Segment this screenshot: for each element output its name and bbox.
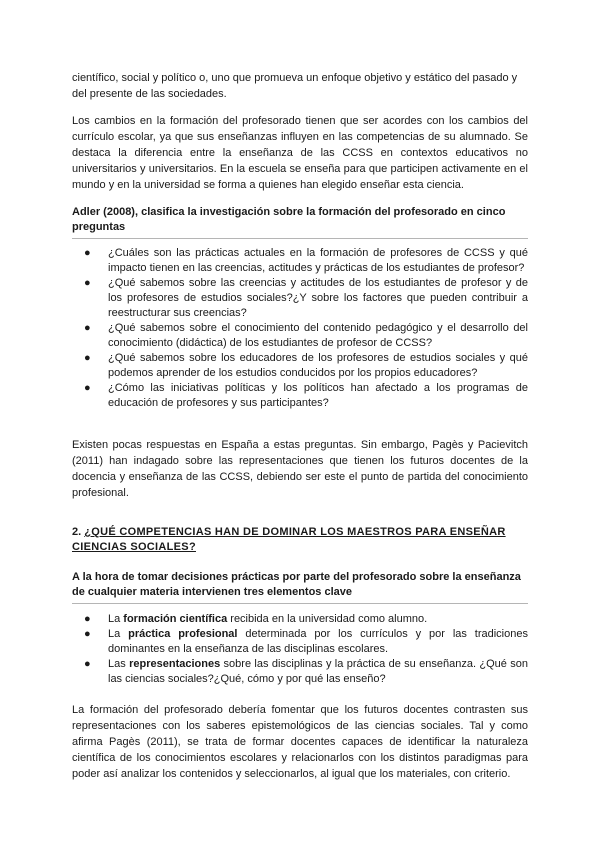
bullet-icon: ●: [84, 658, 91, 670]
bullet-icon: ●: [84, 613, 91, 625]
bullet-icon: ●: [84, 352, 91, 364]
key-elements-list: [72, 612, 528, 687]
subheading-underline-rule: [72, 603, 528, 604]
adler-closing-paragraph: Existen pocas respuestas en España a estas preguntas. Sin embargo, Pagès y Pacievitch (2011) han indagado sobre las representaciones que tienen los futuros docentes de la docencia y enseñanza de las CCSS, debiendo ser este el punto de partida del conocimiento profesional.: [72, 439, 528, 499]
list-item: ● La formación científica recibida en la universidad como alumno.: [84, 613, 428, 625]
section-2-title: 2. ¿QUÉ COMPETENCIAS HAN DE DOMINAR LOS MAESTROS PARA ENSEÑAR CIENCIAS SOCIALES?: [72, 526, 506, 553]
list-item: ● ¿Cuáles son las prácticas actuales en la formación de profesores de CCSS y qué impacto tienen en las creencias, actitudes y prácticas de los estudiantes de profesor?: [84, 247, 528, 274]
bullet-icon: ●: [84, 247, 91, 259]
list-item: ● La práctica profesional determinada por los currículos y por las tradiciones dominantes en la enseñanza de las disciplinas escolares.: [84, 628, 528, 655]
list-item: ● ¿Qué sabemos sobre las creencias y actitudes de los estudiantes de profesor y de los profesores de estudios sociales?¿Y sobre los factores que pueden contribuir a reestructurar sus creencias?: [84, 277, 528, 319]
list-item: ● Las representaciones sobre las disciplinas y la práctica de su enseñanza. ¿Qué son las ciencias sociales?¿Qué, cómo y por qué las enseño?: [84, 658, 528, 685]
intro-paragraph-1: científico, social y político o, uno que promueva un enfoque objetivo y estático del pasado y del presente de las sociedades.: [72, 72, 518, 100]
bullet-icon: ●: [84, 382, 91, 394]
intro-paragraph-2: Los cambios en la formación del profesorado tienen que ser acordes con los cambios del currículo escolar, ya que sus enseñanzas influyen en las competencias de su alumnado. Se destaca la diferencia entre la enseñanza de las CCSS en contextos educativos no universitarios y universitarios. En la escuela se enseña para que participen activamente en el mundo y en la universidad se forma a quienes han elegido enseñar esta ciencia.: [72, 115, 528, 191]
bullet-icon: ●: [84, 277, 91, 289]
list-item: ● ¿Qué sabemos sobre los educadores de los profesores de estudios sociales y qué podemos aprender de los estudios conducidos por los propios educadores?: [84, 352, 528, 379]
section-2-subheading: A la hora de tomar decisiones prácticas por parte del profesorado sobre la enseñanza de cualquier materia intervienen tres elementos clave: [72, 571, 521, 598]
list-item: ● ¿Cómo las iniciativas políticas y los políticos han afectado a los programas de educación de profesores y sus participantes?: [84, 382, 528, 409]
heading-underline-rule: [72, 238, 528, 239]
list-item: ● ¿Qué sabemos sobre el conocimiento del contenido pedagógico y el desarrollo del conocimiento (didáctica) de los estudiantes de profesor de CCSS?: [84, 322, 528, 349]
adler-heading: Adler (2008), clasifica la investigación sobre la formación del profesorado en cinco preguntas: [72, 206, 506, 233]
section-2-closing-paragraph: La formación del profesorado debería fomentar que los futuros docentes contrasten sus representaciones con los saberes epistemológicos de las ciencias sociales. Tal y como afirma Pagès (2011), se trata de formar docentes capaces de identificar la naturaleza científica de los conocimientos escolares y relacionarlos con los distintos paradigmas para poder así analizar los contenidos y seleccionarlos, al igual que los materiales, con criterio.: [72, 704, 528, 780]
adler-questions-list: [72, 246, 528, 411]
bullet-icon: ●: [84, 322, 91, 334]
bullet-icon: ●: [84, 628, 91, 640]
